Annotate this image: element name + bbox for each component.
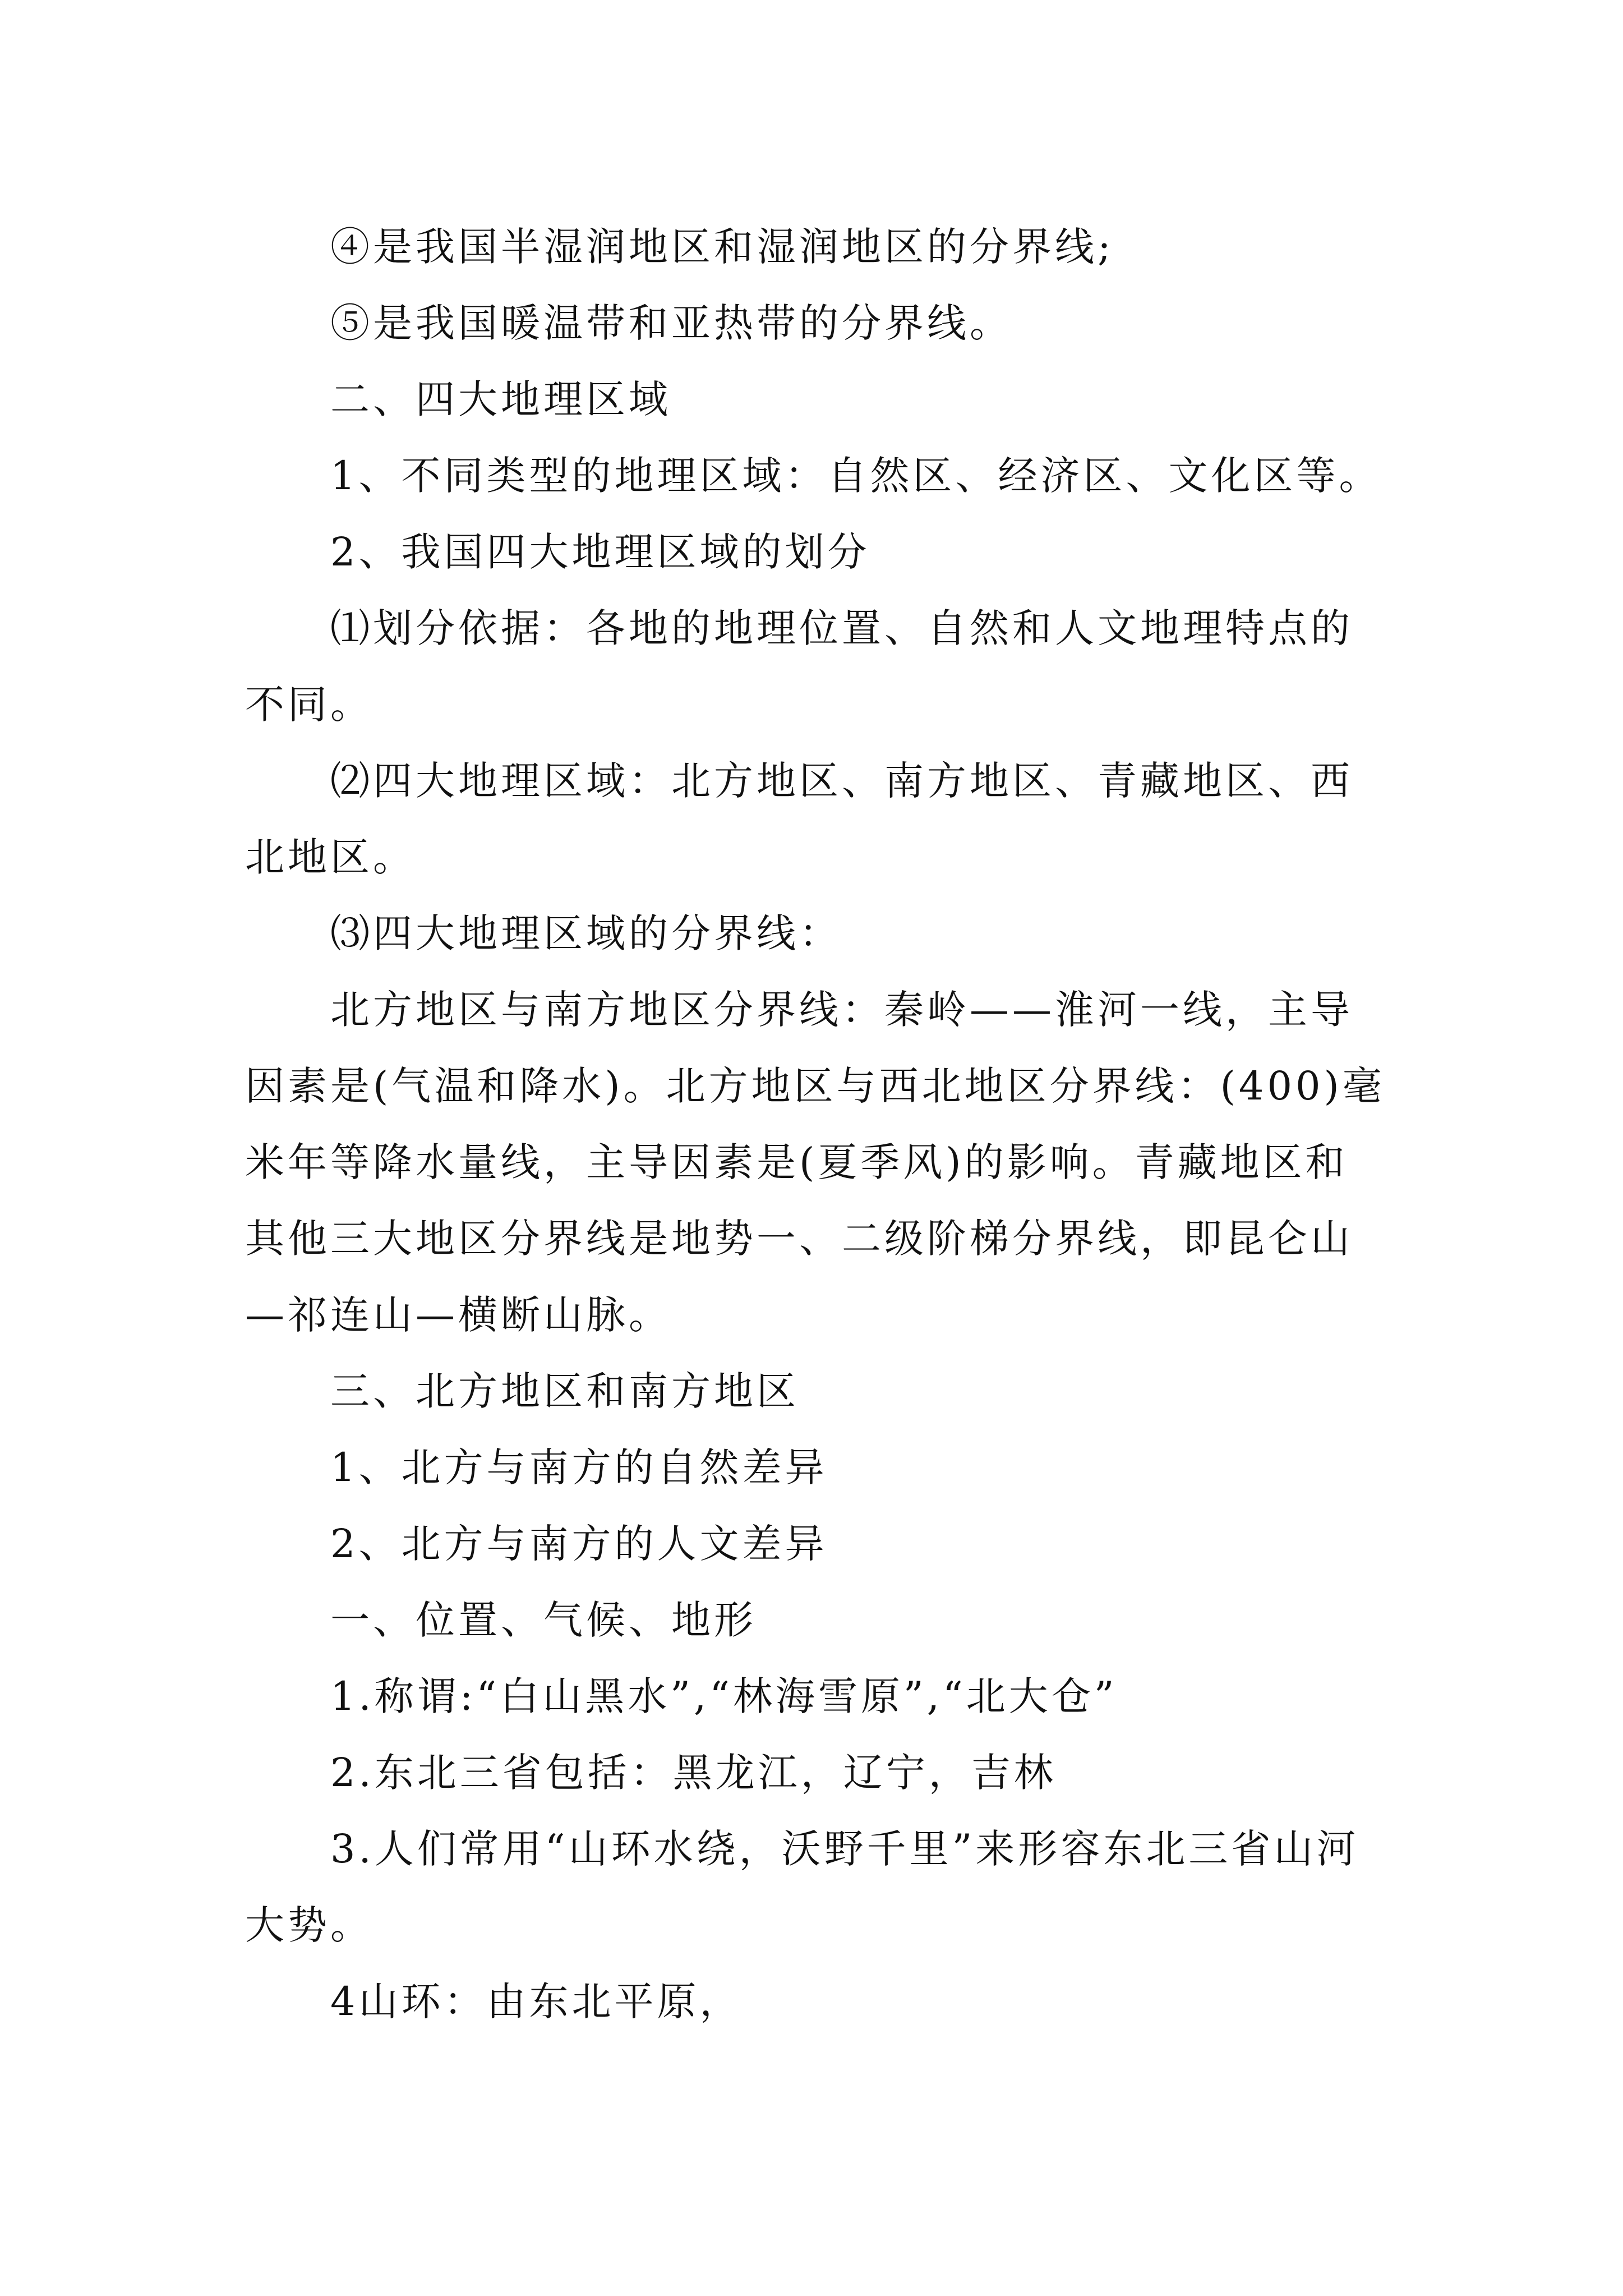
- paragraph-nicknames: 1.称谓:“白山黑水”,“林海雪原”,“北大仓”: [330, 1673, 1118, 1719]
- paragraph-four-regions: ⑵四大地理区域：北方地区、南方地区、青藏地区、西北地区。: [245, 758, 1353, 880]
- section-heading-north-south: 三、北方地区和南方地区: [330, 1368, 799, 1414]
- paragraph-division-basis: ⑴划分依据：各地的地理位置、自然和人文地理特点的不同。: [245, 605, 1353, 728]
- paragraph-item-4-boundary: ④是我国半湿润地区和湿润地区的分界线;: [330, 224, 1114, 270]
- section-heading-location-climate: 一、位置、气候、地形: [330, 1597, 757, 1643]
- paragraph-item-5-boundary: ⑤是我国暖温带和亚热带的分界线。: [330, 300, 1012, 346]
- paragraph-region-division: 2、我国四大地理区域的划分: [330, 529, 870, 575]
- paragraph-region-types: 1、不同类型的地理区域：自然区、经济区、文化区等。: [330, 453, 1382, 499]
- paragraph-cultural-differences: 2、北方与南方的人文差异: [330, 1521, 828, 1567]
- paragraph-natural-differences: 1、北方与南方的自然差异: [330, 1444, 828, 1490]
- paragraph-mountain-ring: 4山环：由东北平原，: [330, 1978, 743, 2024]
- paragraph-boundaries-heading: ⑶四大地理区域的分界线：: [330, 910, 842, 956]
- section-heading-four-regions: 二、四大地理区域: [330, 376, 671, 422]
- paragraph-three-provinces: 2.东北三省包括：黑龙江，辽宁，吉林: [330, 1750, 1057, 1796]
- document-body: [245, 209, 1389, 2040]
- paragraph-mountains-rivers: 3.人们常用“山环水绕，沃野千里”来形容东北三省山河大势。: [245, 1826, 1359, 1948]
- paragraph-boundaries-detail: 北方地区与南方地区分界线：秦岭——淮河一线，主导因素是(气温和降水)。北方地区与西北地区分界线：(400)毫米年等降水量线，主导因素是(夏季风)的影响。青藏地区和其他三大地区分界线是地势一、二级阶梯分界线，即昆仑山—祁连山—横断山脉。: [245, 987, 1385, 1338]
